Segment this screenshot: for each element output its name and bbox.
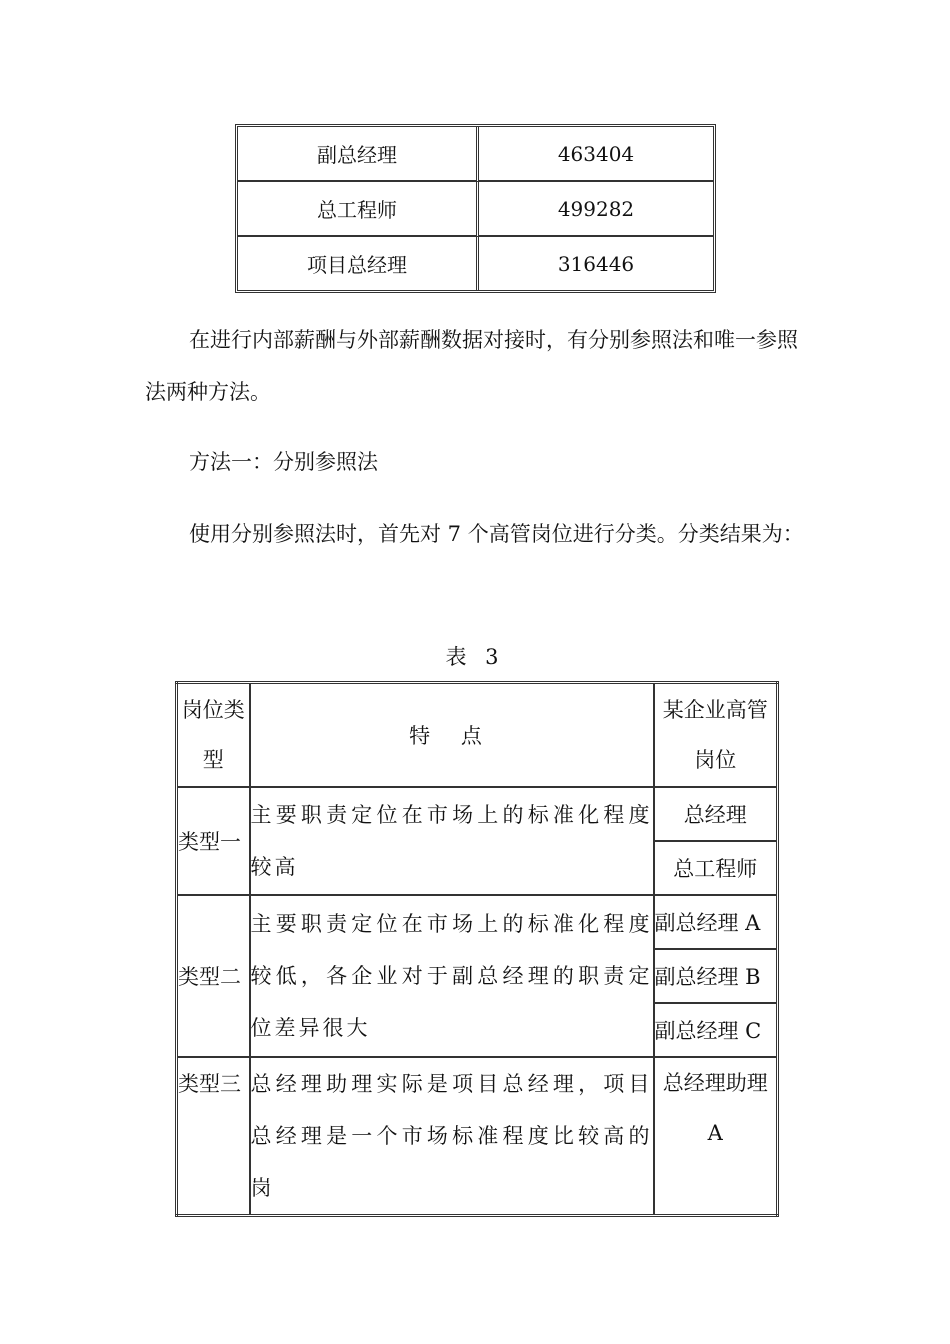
type-description-cell: 总经理助理实际是项目总经理，项目总经理是一个市场标准程度比较高的岗 xyxy=(250,1057,654,1216)
table-row xyxy=(177,1057,778,1216)
position-cell: 副总经理 C xyxy=(654,1003,778,1057)
type-label-cell: 类型一 xyxy=(177,787,250,895)
salary-table xyxy=(235,124,716,293)
salary-value-cell: 499282 xyxy=(479,182,713,237)
salary-value-cell: 463404 xyxy=(479,127,713,182)
paragraph-text: 方法一：分别参照法 xyxy=(189,450,378,474)
type-description-cell: 主要职责定位在市场上的标准化程度较高 xyxy=(250,787,654,895)
type-label-cell: 类型三 xyxy=(177,1057,250,1216)
type-label-cell: 类型二 xyxy=(177,895,250,1057)
salary-position-cell: 总工程师 xyxy=(238,182,479,237)
header-position-type: 岗位类型 xyxy=(177,683,250,788)
table-row xyxy=(238,182,713,237)
paragraph-methods-intro xyxy=(145,314,810,418)
position-cell: 总工程师 xyxy=(654,841,778,895)
header-feature: 特 点 xyxy=(250,683,654,788)
salary-position-cell: 项目总经理 xyxy=(238,237,479,290)
paragraph-text: 在进行内部薪酬与外部薪酬数据对接时，有分别参照法和唯一参照法两种方法。 xyxy=(145,328,798,404)
salary-position-cell: 副总经理 xyxy=(238,127,479,182)
position-cell: 副总经理 B xyxy=(654,949,778,1003)
salary-value-cell: 316446 xyxy=(557,251,635,276)
table-caption: 表 3 xyxy=(445,645,505,669)
table-row xyxy=(177,787,778,841)
paragraph-text: 使用分别参照法时，首先对 7 个高管岗位进行分类。分类结果为： xyxy=(189,522,804,546)
table-row xyxy=(238,237,713,290)
table-row xyxy=(238,127,713,182)
position-category-table xyxy=(175,681,779,1217)
position-cell: 总经理助理 A xyxy=(654,1057,778,1216)
type-description-cell: 主要职责定位在市场上的标准化程度较低，各企业对于副总经理的职责定位差异很大 xyxy=(250,895,654,1057)
paragraph-method-one-heading xyxy=(145,436,810,488)
table-row xyxy=(177,895,778,949)
header-company-position: 某企业高管岗位 xyxy=(654,683,778,788)
paragraph-classification-intro xyxy=(145,508,810,560)
table-header-row xyxy=(177,683,778,788)
position-cell: 副总经理 A xyxy=(654,895,778,949)
position-cell: 总经理 xyxy=(654,787,778,841)
